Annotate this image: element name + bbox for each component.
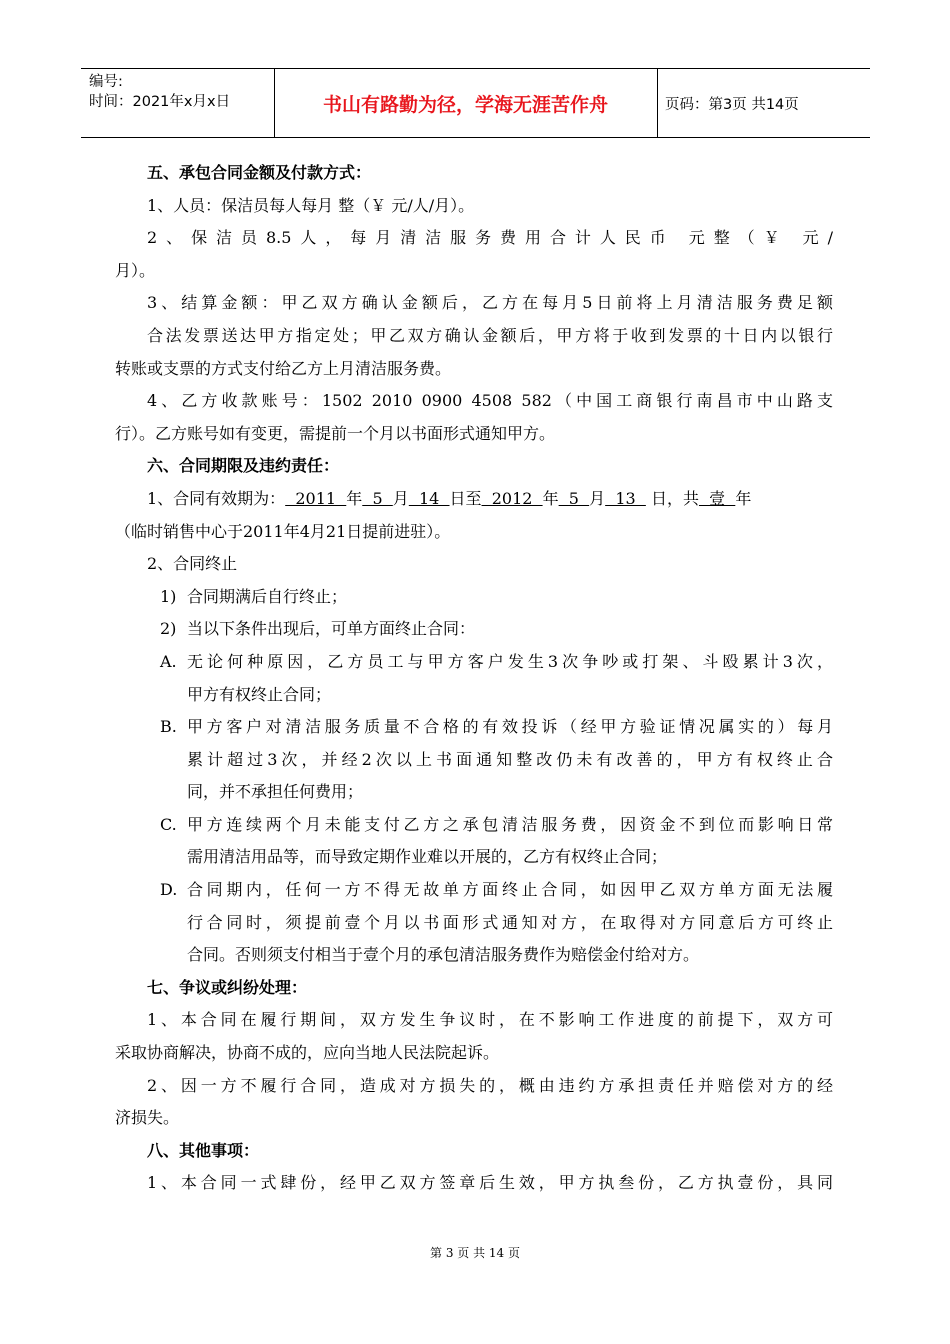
filled-blank: 2011	[285, 488, 347, 508]
paragraph-line: 采取协商解决，协商不成的，应向当地人民法院起诉。	[115, 1043, 500, 1063]
paragraph-line: 济损失。	[115, 1108, 180, 1128]
paragraph-line: 4、乙方收款账号：1502 2010 0900 4508 582（中国工商银行南昌市中山路支	[147, 391, 833, 411]
paragraph-line: 2、合同终止	[147, 554, 238, 574]
header-page-info: 页码：第3页 共14页	[665, 96, 799, 113]
paragraph-line: 行）。乙方账号如有变更，需提前一个月以书面形式通知甲方。	[115, 423, 556, 443]
list-item	[115, 874, 833, 907]
paragraph-line: 1、人员：保洁员每人每月 整（￥ 元/人/月）。	[147, 195, 475, 215]
paragraph-line: 3、结算金额：甲乙双方确认金额后，乙方在每月5日前将上月清洁服务费足额	[147, 293, 833, 313]
list-item	[115, 646, 833, 679]
page-header	[81, 68, 870, 138]
term-text: 日至	[449, 488, 482, 508]
list-item-text: 当以下条件出现后，可单方面终止合同：	[187, 619, 476, 639]
list-item	[115, 613, 833, 646]
header-meta	[89, 72, 264, 112]
list-item-text: 行合同时，须提前壹个月以书面形式通知对方，在取得对方同意后方可终止	[187, 912, 833, 932]
list-marker: A.	[160, 651, 177, 671]
term-text: 月	[589, 488, 606, 508]
list-marker: B.	[160, 717, 177, 737]
document-body	[115, 157, 833, 1200]
list-item	[115, 711, 833, 744]
list-item	[115, 679, 833, 712]
list-item	[115, 809, 833, 842]
term-text: 年	[346, 488, 363, 508]
page-footer: 第 3 页 共 14 页	[430, 1246, 520, 1260]
list-item	[115, 776, 833, 809]
filled-blank: 14	[408, 488, 450, 508]
paragraph-line: （临时销售中心于2011年4月21日提前进驻）。	[115, 521, 451, 541]
section-heading: 八、其他事项：	[147, 1140, 260, 1160]
list-item	[115, 744, 833, 777]
paragraph-line: 2、因一方不履行合同，造成对方损失的，概由违约方承担责任并赔偿对方的经	[147, 1075, 833, 1095]
filled-blank: 2012	[481, 488, 543, 508]
list-item	[115, 907, 833, 940]
header-divider	[657, 69, 658, 137]
paragraph-line: 1、本合同一式肆份，经甲乙双方签章后生效，甲方执叁份，乙方执壹份，具同	[147, 1173, 833, 1193]
contract-term-line	[115, 483, 833, 516]
paragraph-line: 转账或支票的方式支付给乙方上月清洁服务费。	[115, 358, 452, 378]
list-item	[115, 939, 833, 972]
list-item-text: 合同。否则须支付相当于壹个月的承包清洁服务费作为赔偿金付给对方。	[187, 945, 700, 965]
date-label: 时间：2021年x月x日	[89, 94, 231, 110]
list-item-text: 甲方有权终止合同；	[187, 684, 332, 704]
list-item-text: 甲方客户对清洁服务质量不合格的有效投诉（经甲方验证情况属实的）每月	[187, 717, 833, 737]
number-label: 编号:	[89, 74, 123, 90]
term-text: 月	[392, 488, 409, 508]
list-marker: 1)	[160, 586, 177, 606]
section-heading: 六、合同期限及违约责任：	[147, 456, 340, 476]
list-item	[115, 581, 833, 614]
header-motto: 书山有路勤为径，学海无涯苦作舟	[322, 93, 608, 116]
list-item-text: 需用清洁用品等，而导致定期作业难以开展的，乙方有权终止合同；	[187, 847, 668, 867]
filled-blank: 壹	[698, 488, 736, 508]
paragraph-line: 合法发票送达甲方指定处；甲乙双方确认金额后，甲方将于收到发票的十日内以银行	[147, 325, 833, 345]
paragraph-line: 月）。	[115, 260, 156, 280]
list-item-text: 甲方连续两个月未能支付乙方之承包清洁服务费，因资金不到位而影响日常	[187, 814, 833, 834]
list-item-text: 同，并不承担任何费用；	[187, 782, 364, 802]
filled-blank: 5	[558, 488, 590, 508]
list-item-text: 合同期内，任何一方不得无故单方面终止合同，如因甲乙双方单方面无法履	[187, 880, 833, 900]
term-text: 年	[542, 488, 559, 508]
term-text: 1、合同有效期为：	[147, 488, 286, 508]
term-text: 年	[735, 488, 752, 508]
section-heading: 五、承包合同金额及付款方式：	[147, 163, 372, 182]
list-item-text: 无论何种原因，乙方员工与甲方客户发生3次争吵或打架、斗殴累计3次，	[187, 651, 833, 671]
list-item-text: 累计超过3次，并经2次以上书面通知整改仍未有改善的，甲方有权终止合	[187, 749, 833, 769]
list-item	[115, 841, 833, 874]
list-marker: 2)	[160, 619, 177, 639]
list-marker: C.	[160, 814, 177, 834]
list-item-text: 合同期满后自行终止；	[187, 586, 348, 606]
list-marker: D.	[160, 880, 178, 900]
paragraph-line: 1、本合同在履行期间，双方发生争议时，在不影响工作进度的前提下，双方可	[147, 1010, 833, 1030]
section-heading: 七、争议或纠纷处理：	[147, 977, 308, 997]
term-text: 日，共	[645, 488, 699, 508]
paragraph-line: 2、保洁员8.5人，每月清洁服务费用合计人民币 元整（￥ 元/	[147, 228, 833, 248]
filled-blank: 5	[362, 488, 393, 508]
filled-blank: 13	[605, 488, 646, 508]
